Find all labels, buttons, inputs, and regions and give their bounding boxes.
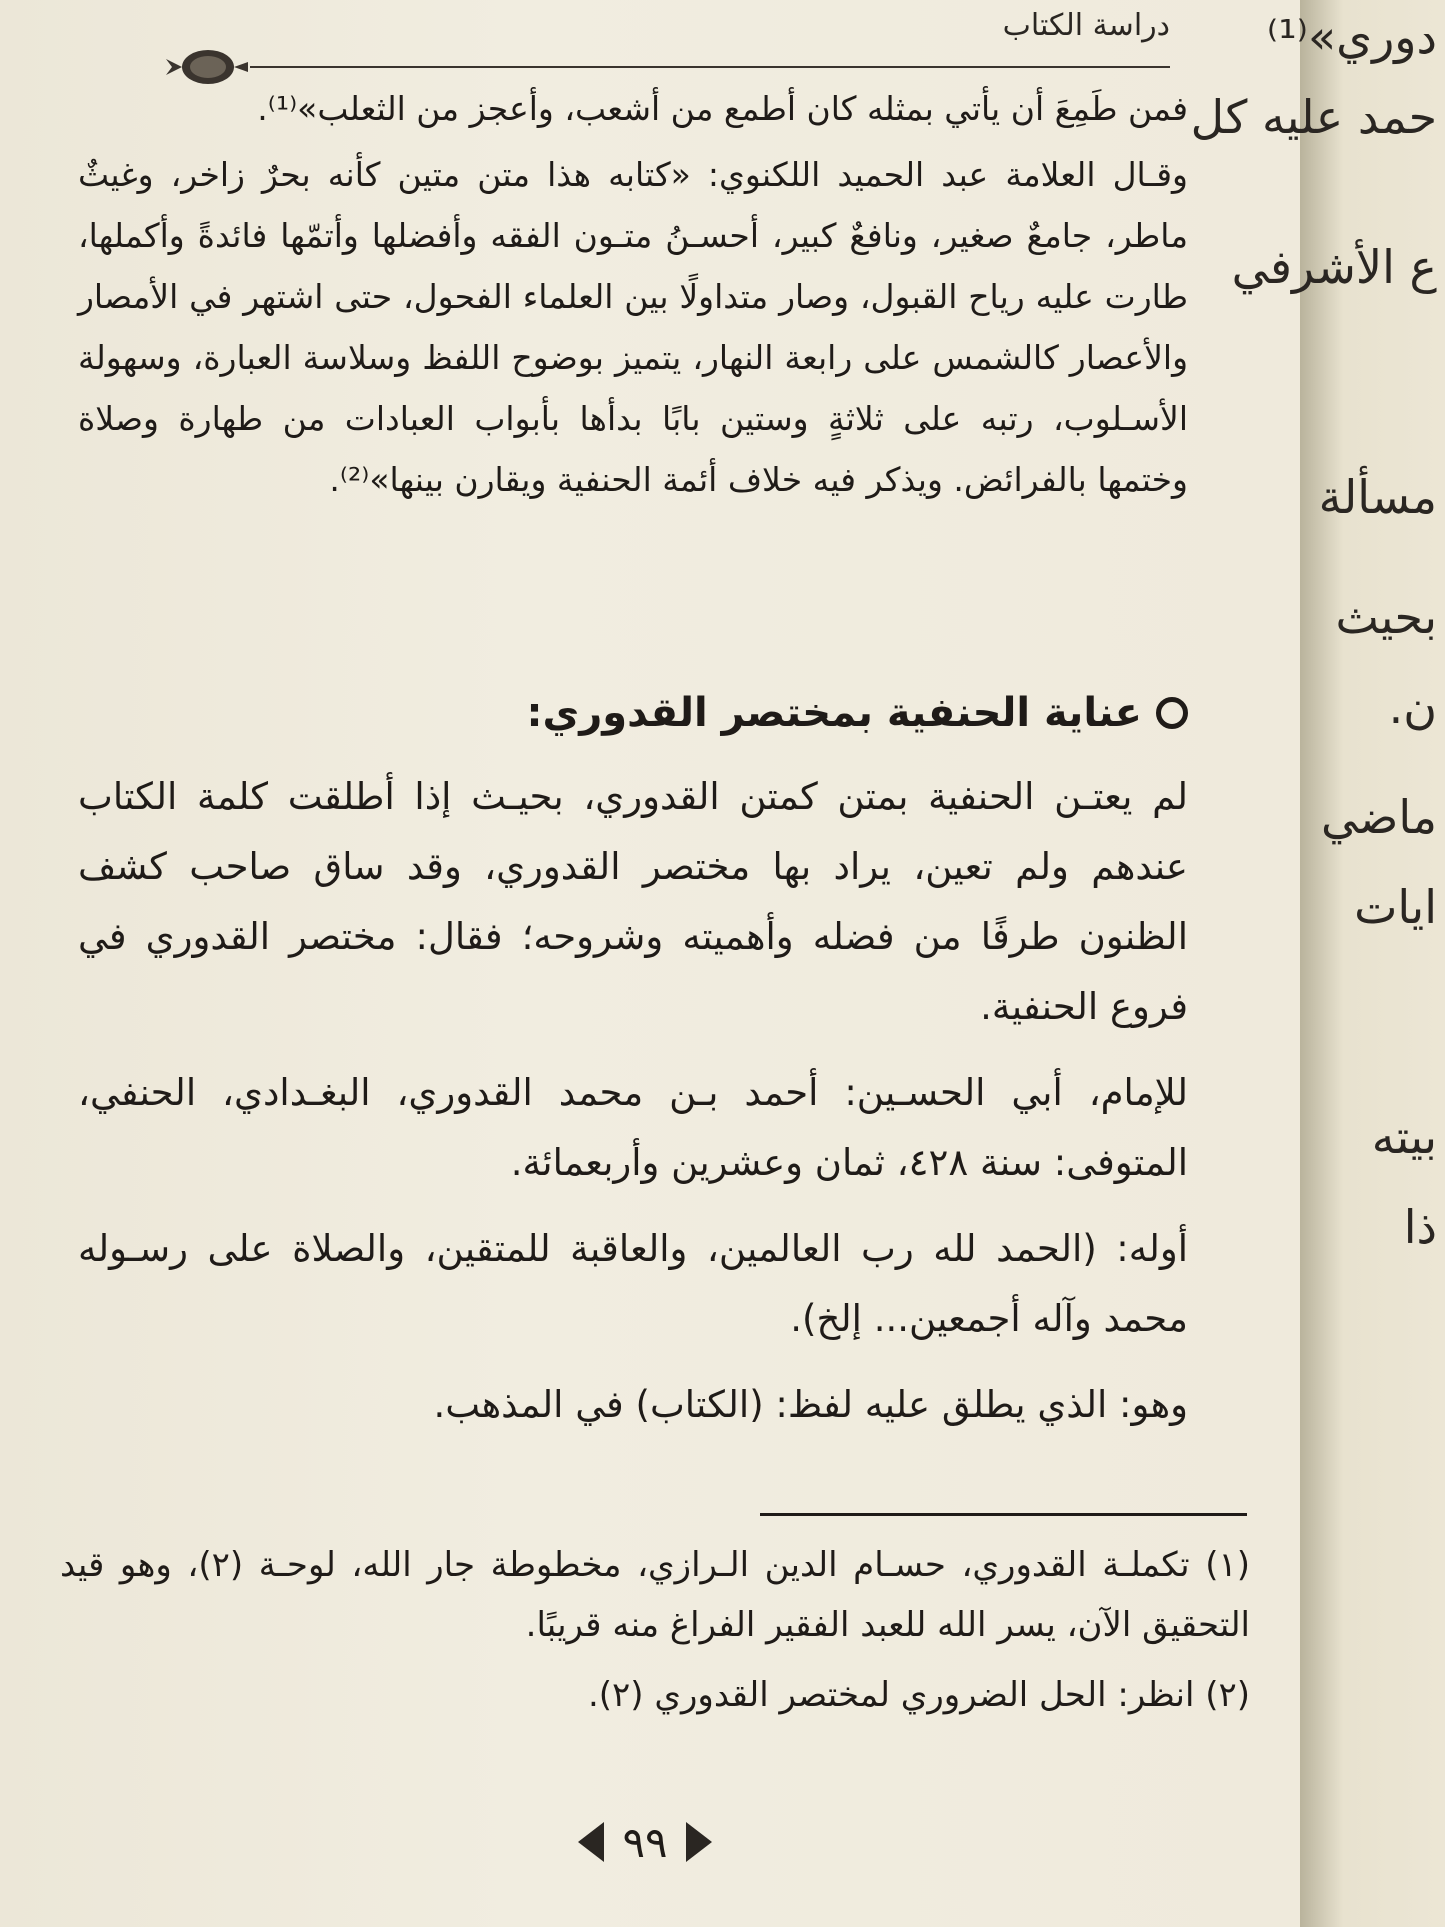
footnote-1: (١) تكملـة القدوري، حسـام الدين الـرازي، مخطوطة جار الله، لوحـة (٢)، وهو قيد التحقيق الآن، يسر الله للعبد الفقير الفراغ منه قريبًا. [60, 1545, 1250, 1645]
section-paragraph-2: للإمام، أبي الحسـين: أحمد بـن محمد القدوري، البغـدادي، الحنفي، المتوفى: سنة ٤٢٨، ثمان وعشرين وأربعمائة. [78, 1071, 1188, 1184]
circle-bullet-icon [1156, 697, 1188, 729]
quote-block [78, 78, 1188, 510]
page-number [560, 1812, 730, 1872]
left-ornament-icon [578, 1822, 604, 1862]
page-header [160, 8, 1170, 68]
facing-fragment: ماضي [1320, 790, 1437, 844]
running-title: دراسة الكتاب [1002, 8, 1170, 43]
section-heading-text: عناية الحنفية بمختصر القدوري: [526, 690, 1142, 736]
header-rule [250, 66, 1170, 68]
facing-fragment: دوري»⁽¹⁾ [1266, 10, 1437, 64]
facing-fragment: حمد عليه كل [1190, 90, 1437, 144]
section [78, 690, 1188, 1440]
paragraph-2: وقـال العلامة عبد الحميد اللكنوي: «كتابه هذا متن متين كأنه بحرٌ زاخر، وغيثٌ ماطر، جامعٌ صغير، ونافعٌ كبير، أحسـنُ متـون الفقه وأفضلها وأتمّها فائدةً وأكملها، طارت عليه رياح القبول، وصار متداولًا بين العلماء الفحول، حتى اشتهر في الأمصار والأعصار كالشمس على رابعة النهار، يتميز بوضوح اللفظ وسلاسة العبارة، وسهولة الأسـلوب، رتبه على ثلاثةٍ وستين بابًا بدأها بأبواب العبادات من طهارة وصلاة وختمها بالفرائض. ويذكر فيه خلاف أئمة الحنفية ويقارن بينها»⁽²⁾. [78, 155, 1188, 499]
footnote-2: (٢) انظر: الحل الضروري لمختصر القدوري (٢). [587, 1675, 1250, 1715]
facing-fragment: مسألة [1318, 470, 1437, 524]
paragraph-1: فمن طَمِعَ أن يأتي بمثله كان أطمع من أشعب، وأعجز من الثعلب»⁽¹⁾. [257, 89, 1188, 128]
facing-fragment: ذا [1403, 1200, 1437, 1254]
facing-fragment: بحيث [1335, 590, 1437, 644]
footnote-rule [760, 1513, 1247, 1516]
page-number-text: ٩٩ [622, 1817, 668, 1867]
section-heading [78, 690, 1188, 736]
right-ornament-icon [686, 1822, 712, 1862]
section-paragraph-4: وهو: الذي يطلق عليه لفظ: (الكتاب) في المذهب. [433, 1383, 1188, 1426]
facing-fragment: ايات [1354, 880, 1437, 934]
facing-fragment: ن. [1388, 680, 1437, 734]
facing-fragment: بيته [1371, 1110, 1437, 1164]
section-paragraph-3: أوله: (الحمد لله رب العالمين، والعاقبة للمتقين، والصلاة على رسـوله محمد وآله أجمعين... إلخ). [78, 1227, 1188, 1340]
facing-fragment: ع الأشرفي [1231, 240, 1437, 294]
footnotes [60, 1535, 1250, 1725]
section-paragraph-1: لم يعتـن الحنفية بمتن كمتن القدوري، بحيـث إذا أطلقت كلمة الكتاب عندهم ولم تعين، يراد بها مختصر القدوري، وقد ساق صاحب كشف الظنون طرفًا من فضله وأهميته وشروحه؛ فقال: مختصر القدوري في فروع الحنفية. [78, 775, 1188, 1028]
facing-page-edge [1190, 0, 1445, 1927]
